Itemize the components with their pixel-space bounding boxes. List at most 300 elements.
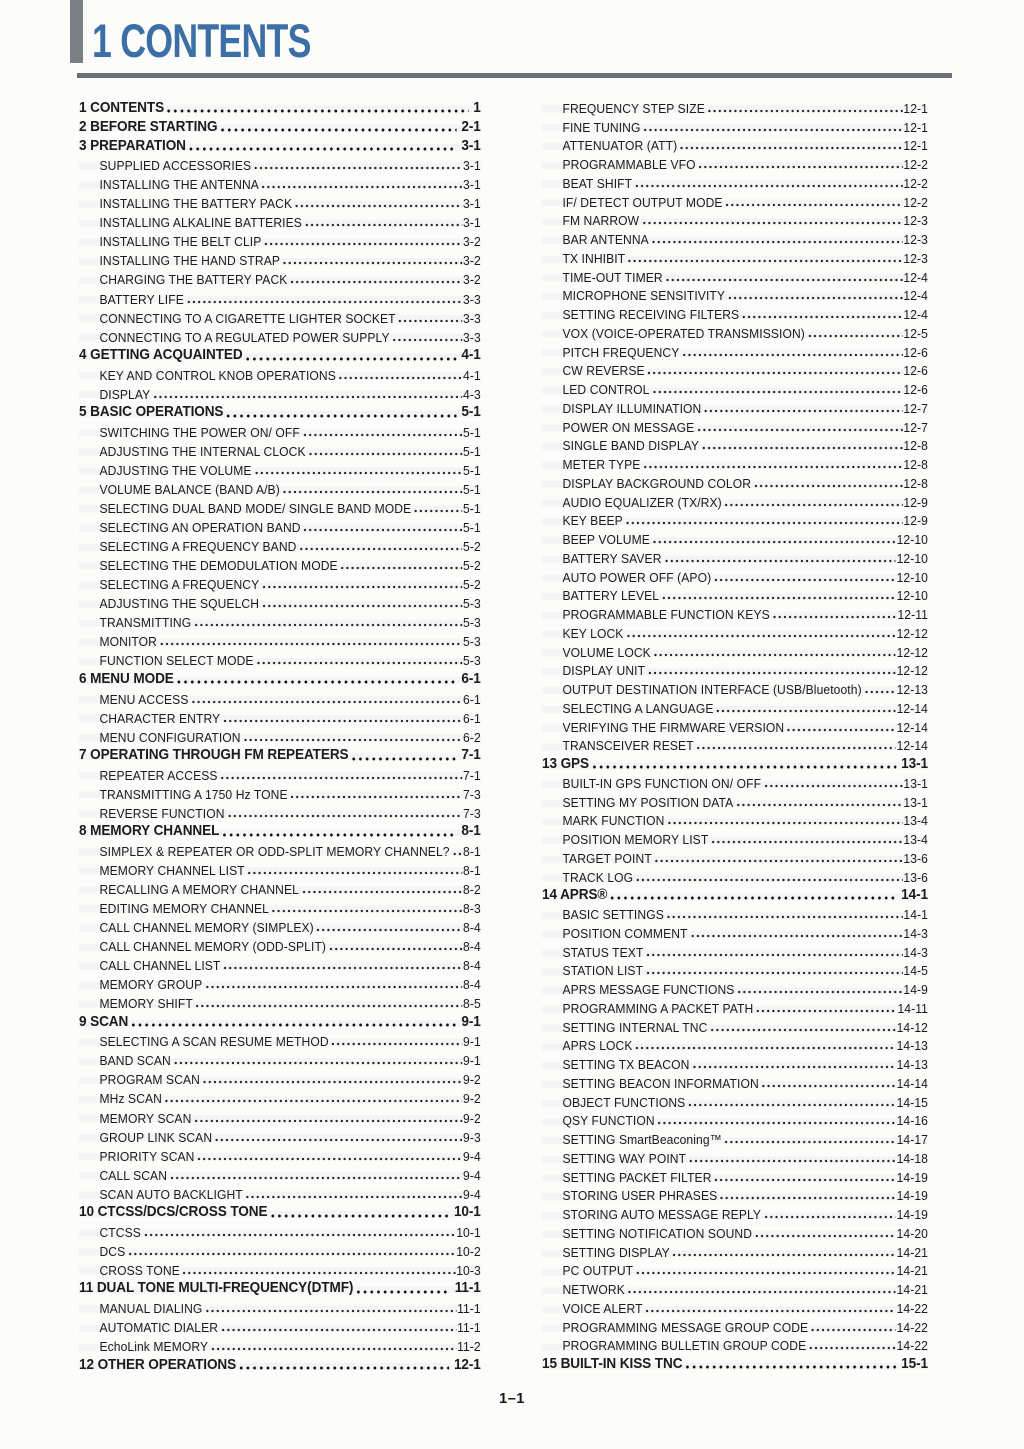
toc-entry-label: TRACK LOG bbox=[562, 869, 634, 885]
toc-row bbox=[542, 978, 928, 997]
dot-leader bbox=[452, 851, 462, 857]
toc-entry-page: 14-13 bbox=[896, 1038, 928, 1054]
toc-row bbox=[542, 1110, 928, 1129]
toc-entry-page: 14-19 bbox=[896, 1169, 928, 1185]
toc-entry-page: 5-1 bbox=[463, 501, 481, 517]
toc-row bbox=[79, 345, 481, 364]
toc-row bbox=[542, 1147, 928, 1166]
toc-row bbox=[542, 228, 928, 247]
dot-leader bbox=[762, 1083, 896, 1089]
toc-entry-label: 12 OTHER OPERATIONS bbox=[79, 1356, 237, 1373]
toc-entry-label: CONNECTING TO A CIGARETTE LIGHTER SOCKET bbox=[99, 310, 396, 326]
toc-entry-label: CHARGING THE BATTERY PACK bbox=[99, 272, 288, 288]
toc-entry-label: BATTERY LEVEL bbox=[562, 588, 660, 604]
dot-leader bbox=[351, 756, 456, 762]
dot-leader bbox=[160, 641, 462, 647]
toc-entry-page: 12-1 bbox=[903, 119, 928, 135]
dot-leader bbox=[144, 1232, 456, 1238]
dot-leader bbox=[262, 584, 462, 590]
toc-entry-page: 14-14 bbox=[896, 1075, 928, 1091]
dot-leader bbox=[808, 333, 903, 339]
toc-column-left bbox=[79, 97, 481, 1373]
toc-row bbox=[542, 322, 928, 341]
dot-leader bbox=[646, 952, 902, 958]
toc-entry-page: 14-11 bbox=[897, 1000, 928, 1016]
dot-leader bbox=[690, 933, 902, 939]
dot-leader bbox=[764, 783, 903, 789]
toc-entry-label: CROSS TONE bbox=[99, 1262, 180, 1278]
toc-entry-label: KEY AND CONTROL KNOB OPERATIONS bbox=[99, 367, 336, 383]
dot-leader bbox=[646, 970, 903, 976]
toc-entry-label: SIMPLEX & REPEATER OR ODD-SPLIT MEMORY CHANNEL? bbox=[99, 843, 450, 859]
toc-row bbox=[79, 364, 481, 383]
toc-entry-label: 9 SCAN bbox=[79, 1013, 129, 1030]
dot-leader bbox=[689, 1158, 896, 1164]
toc-entry-label: 11 DUAL TONE MULTI-FREQUENCY(DTMF) bbox=[79, 1280, 354, 1297]
toc-entry-label: CALL CHANNEL MEMORY (SIMPLEX) bbox=[99, 920, 314, 936]
dot-leader bbox=[628, 258, 902, 264]
toc-entry-page: 14-22 bbox=[896, 1319, 928, 1335]
dot-leader bbox=[742, 314, 902, 320]
dot-leader bbox=[205, 1308, 456, 1314]
dot-leader bbox=[295, 203, 462, 209]
toc-row bbox=[79, 249, 481, 268]
toc-entry-label: SUPPLIED ACCESSORIES bbox=[99, 158, 252, 174]
toc-row bbox=[79, 707, 481, 726]
toc-entry-label: SETTING WAY POINT bbox=[562, 1150, 687, 1166]
toc-entry-page: 5-2 bbox=[463, 577, 481, 593]
toc-entry-page: 9-1 bbox=[463, 1053, 481, 1069]
toc-row bbox=[79, 516, 481, 535]
toc-row bbox=[542, 491, 928, 510]
toc-entry-page: 14-1 bbox=[901, 886, 928, 903]
dot-leader bbox=[648, 670, 896, 676]
toc-entry-label: SELECTING THE DEMODULATION MODE bbox=[99, 558, 338, 574]
toc-row bbox=[542, 941, 928, 960]
toc-row bbox=[79, 307, 481, 326]
toc-entry-label: KEY BEEP bbox=[562, 513, 623, 529]
toc-entry-label: TX INHIBIT bbox=[562, 250, 626, 266]
toc-entry-page: 3-3 bbox=[463, 310, 481, 326]
toc-row bbox=[79, 1259, 481, 1278]
toc-entry-label: MHz SCAN bbox=[99, 1091, 163, 1107]
toc-entry-label: BEAT SHIFT bbox=[562, 175, 633, 191]
toc-row bbox=[79, 1087, 481, 1106]
toc-entry-page: 9-2 bbox=[463, 1091, 481, 1107]
toc-entry-page: 3-3 bbox=[463, 291, 481, 307]
toc-entry-label: SETTING BEACON INFORMATION bbox=[562, 1075, 759, 1091]
toc-entry-page: 11-2 bbox=[457, 1339, 481, 1355]
toc-entry-page: 8-5 bbox=[463, 996, 481, 1012]
toc-row bbox=[542, 135, 928, 154]
dot-leader bbox=[809, 1345, 896, 1351]
toc-entry-page: 14-22 bbox=[896, 1300, 928, 1316]
dot-leader bbox=[708, 108, 903, 114]
toc-entry-page: 3-2 bbox=[463, 234, 481, 250]
toc-entry-page: 12-3 bbox=[903, 213, 928, 229]
toc-entry-label: AUTOMATIC DIALER bbox=[99, 1320, 219, 1336]
toc-entry-label: APRS MESSAGE FUNCTIONS bbox=[562, 982, 735, 997]
dot-leader bbox=[256, 660, 462, 666]
dot-leader bbox=[652, 239, 903, 245]
dot-leader bbox=[254, 165, 462, 171]
dot-leader bbox=[227, 813, 462, 819]
toc-entry-label: MEMORY SCAN bbox=[99, 1110, 192, 1126]
dot-leader bbox=[653, 539, 896, 545]
toc-entry-page: 14-18 bbox=[896, 1150, 928, 1166]
dot-leader bbox=[692, 1064, 895, 1070]
dot-leader bbox=[725, 1139, 896, 1145]
toc-entry-page: 5-1 bbox=[463, 424, 481, 440]
toc-row bbox=[542, 1297, 928, 1316]
toc-row bbox=[542, 153, 928, 172]
toc-entry-label: INSTALLING ALKALINE BATTERIES bbox=[99, 215, 302, 231]
toc-entry-label: VOLUME BALANCE (BAND A/B) bbox=[99, 481, 280, 497]
toc-entry-page: 5-1 bbox=[463, 443, 481, 459]
toc-entry-page: 5-3 bbox=[463, 653, 481, 669]
toc-entry-page: 12-4 bbox=[903, 307, 928, 322]
toc-row bbox=[79, 859, 481, 878]
toc-entry-page: 12-6 bbox=[903, 382, 928, 397]
toc-row bbox=[542, 772, 928, 791]
toc-entry-page: 12-10 bbox=[896, 532, 928, 547]
dot-leader bbox=[673, 1252, 896, 1258]
toc-row bbox=[79, 840, 481, 859]
toc-row bbox=[79, 116, 481, 135]
toc-row bbox=[542, 472, 928, 491]
dot-leader bbox=[331, 1041, 462, 1047]
toc-entry-label: POSITION MEMORY LIST bbox=[562, 832, 709, 847]
toc-entry-page: 2-1 bbox=[461, 118, 481, 135]
toc-entry-page: 13-4 bbox=[903, 832, 928, 847]
toc-entry-page: 12-2 bbox=[903, 175, 928, 191]
toc-row bbox=[542, 116, 928, 135]
toc-entry-page: 13-1 bbox=[903, 794, 928, 810]
dot-leader bbox=[153, 394, 462, 400]
toc-entry-page: 4-1 bbox=[463, 367, 481, 383]
toc-entry-label: PITCH FREQUENCY bbox=[562, 344, 680, 360]
toc-entry-label: 8 MEMORY CHANNEL bbox=[79, 823, 220, 840]
dot-leader bbox=[628, 1289, 896, 1295]
dot-leader bbox=[170, 1175, 462, 1181]
toc-entry-label: TARGET POINT bbox=[562, 850, 652, 866]
toc-entry-label: FREQUENCY STEP SIZE bbox=[562, 100, 705, 116]
toc-entry-label: STATUS TEXT bbox=[562, 944, 644, 960]
toc-row bbox=[79, 326, 481, 345]
toc-row bbox=[79, 383, 481, 402]
toc-entry-page: 11-1 bbox=[454, 1280, 481, 1297]
toc-entry-label: EDITING MEMORY CHANNEL bbox=[99, 901, 270, 917]
dot-leader bbox=[728, 295, 903, 301]
toc-row bbox=[542, 922, 928, 941]
toc-entry-label: ADJUSTING THE SQUELCH bbox=[99, 596, 260, 612]
dot-leader bbox=[191, 699, 462, 705]
toc-entry-page: 12-12 bbox=[896, 644, 928, 660]
toc-row bbox=[79, 230, 481, 249]
toc-entry-label: TRANSCEIVER RESET bbox=[562, 738, 694, 754]
toc-row bbox=[79, 897, 481, 916]
toc-entry-label: BAR ANTENNA bbox=[562, 232, 649, 247]
toc-entry-page: 12-14 bbox=[896, 700, 928, 716]
toc-entry-page: 3-2 bbox=[463, 272, 481, 288]
dot-leader bbox=[592, 764, 897, 770]
toc-entry-label: 5 BASIC OPERATIONS bbox=[79, 404, 224, 421]
toc-entry-page: 10-1 bbox=[456, 1224, 481, 1240]
toc-entry-label: REVERSE FUNCTION bbox=[99, 805, 225, 821]
toc-row bbox=[542, 622, 928, 641]
toc-entry-label: AUDIO EQUALIZER (TX/RX) bbox=[562, 494, 722, 510]
toc-entry-label: SETTING PACKET FILTER bbox=[562, 1169, 712, 1185]
toc-entry-label: PC OUTPUT bbox=[562, 1263, 634, 1279]
toc-row bbox=[542, 791, 928, 810]
toc-entry-label: 15 BUILT-IN KISS TNC bbox=[542, 1355, 683, 1372]
toc-entry-page: 12-11 bbox=[897, 607, 928, 622]
toc-entry-page: 5-3 bbox=[463, 596, 481, 612]
toc-entry-page: 14-19 bbox=[896, 1188, 928, 1204]
toc-entry-label: BASIC SETTINGS bbox=[562, 907, 664, 922]
toc-column-right bbox=[542, 97, 928, 1372]
dot-leader bbox=[270, 1213, 449, 1219]
toc-row bbox=[542, 1053, 928, 1072]
toc-entry-label: STORING USER PHRASES bbox=[562, 1188, 718, 1204]
toc-row bbox=[79, 726, 481, 745]
toc-row bbox=[79, 554, 481, 573]
toc-entry-label: CONNECTING TO A REGULATED POWER SUPPLY bbox=[99, 329, 390, 345]
toc-row bbox=[542, 528, 928, 547]
dot-leader bbox=[414, 508, 462, 514]
toc-entry-page: 14-16 bbox=[896, 1113, 928, 1129]
toc-row bbox=[542, 285, 928, 304]
toc-entry-label: INSTALLING THE BATTERY PACK bbox=[99, 196, 293, 212]
dot-leader bbox=[682, 352, 902, 358]
toc-entry-page: 5-2 bbox=[463, 558, 481, 574]
dot-leader bbox=[725, 502, 903, 508]
toc-entry-label: SETTING NOTIFICATION SOUND bbox=[562, 1225, 753, 1241]
toc-row bbox=[79, 573, 481, 592]
toc-entry-page: 14-21 bbox=[896, 1282, 928, 1297]
toc-row bbox=[79, 1316, 481, 1335]
toc-entry-label: SCAN AUTO BACKLIGHT bbox=[99, 1186, 243, 1202]
toc-entry-label: SELECTING A FREQUENCY BAND bbox=[99, 539, 297, 555]
dot-leader bbox=[194, 1118, 462, 1124]
dot-leader bbox=[626, 633, 895, 639]
toc-row bbox=[542, 828, 928, 847]
toc-row bbox=[542, 1128, 928, 1147]
toc-row bbox=[542, 1166, 928, 1185]
toc-row bbox=[542, 1035, 928, 1054]
toc-entry-page: 14-1 bbox=[903, 907, 928, 922]
dot-leader bbox=[636, 877, 902, 883]
toc-entry-page: 3-2 bbox=[463, 253, 481, 269]
dot-leader bbox=[203, 1079, 462, 1085]
toc-row bbox=[79, 1106, 481, 1125]
toc-entry-page: 14-15 bbox=[896, 1094, 928, 1110]
dot-leader bbox=[642, 220, 902, 226]
dot-leader bbox=[283, 260, 462, 266]
toc-entry-label: MARK FUNCTION bbox=[562, 813, 665, 829]
toc-entry-page: 5-3 bbox=[463, 615, 481, 631]
toc-entry-page: 12-6 bbox=[903, 344, 928, 360]
toc-entry-page: 12-6 bbox=[903, 363, 928, 379]
toc-row bbox=[79, 135, 481, 154]
toc-row bbox=[542, 810, 928, 829]
dot-leader bbox=[283, 489, 462, 495]
dot-leader bbox=[643, 464, 902, 470]
dot-leader bbox=[635, 1045, 895, 1051]
toc-entry-page: 10-2 bbox=[456, 1243, 481, 1259]
toc-entry-page: 5-3 bbox=[463, 634, 481, 650]
toc-entry-label: CALL SCAN bbox=[99, 1167, 168, 1183]
toc-row bbox=[542, 641, 928, 660]
header-rule bbox=[77, 73, 952, 78]
toc-row bbox=[542, 1316, 928, 1335]
dot-leader bbox=[246, 1194, 463, 1200]
toc-row bbox=[542, 1353, 928, 1372]
dot-leader bbox=[736, 802, 902, 808]
toc-entry-label: CTCSS bbox=[99, 1224, 141, 1240]
toc-entry-label: MEMORY SHIFT bbox=[99, 996, 193, 1012]
toc-entry-page: 12-13 bbox=[896, 682, 928, 697]
page-number: 1–1 bbox=[499, 1391, 525, 1407]
dot-leader bbox=[272, 908, 462, 914]
toc-entry-page: 10-1 bbox=[453, 1204, 481, 1221]
toc-entry-label: 6 MENU MODE bbox=[79, 670, 174, 687]
toc-entry-label: SWITCHING THE POWER ON/ OFF bbox=[99, 424, 300, 440]
dot-leader bbox=[340, 565, 462, 571]
toc-entry-label: SETTING INTERNAL TNC bbox=[562, 1019, 708, 1035]
toc-row bbox=[79, 745, 481, 764]
dot-leader bbox=[664, 558, 895, 564]
toc-row bbox=[79, 192, 481, 211]
toc-entry-page: 12-14 bbox=[896, 719, 928, 735]
toc-row bbox=[79, 1221, 481, 1240]
toc-entry-page: 12-2 bbox=[903, 157, 928, 172]
toc-row bbox=[79, 1240, 481, 1259]
dot-leader bbox=[720, 1195, 896, 1201]
toc-row bbox=[542, 1072, 928, 1091]
toc-entry-page: 14-3 bbox=[903, 925, 928, 941]
toc-entry-label: SINGLE BAND DISPLAY bbox=[562, 438, 700, 454]
dot-leader bbox=[177, 679, 457, 685]
toc-entry-label: MEMORY GROUP bbox=[99, 977, 203, 993]
dot-leader bbox=[194, 622, 462, 628]
toc-row bbox=[542, 547, 928, 566]
dot-leader bbox=[197, 1156, 462, 1162]
toc-entry-label: MANUAL DIALING bbox=[99, 1301, 203, 1316]
dot-leader bbox=[811, 1327, 896, 1333]
toc-entry-label: VERIFYING THE FIRMWARE VERSION bbox=[562, 719, 785, 735]
toc-entry-label: PROGRAM SCAN bbox=[99, 1072, 201, 1088]
toc-row bbox=[542, 210, 928, 229]
toc-entry-page: 9-4 bbox=[463, 1148, 481, 1164]
toc-entry-page: 4-3 bbox=[463, 386, 481, 402]
toc-entry-label: OBJECT FUNCTIONS bbox=[562, 1094, 686, 1110]
dot-leader bbox=[764, 1214, 896, 1220]
toc-entry-page: 4-1 bbox=[461, 347, 481, 364]
toc-row bbox=[542, 453, 928, 472]
toc-entry-page: 6-1 bbox=[461, 670, 481, 687]
toc-entry-label: DISPLAY bbox=[99, 386, 151, 402]
toc-entry-label: FUNCTION SELECT MODE bbox=[99, 653, 254, 669]
toc-entry-label: MEMORY CHANNEL LIST bbox=[99, 862, 245, 878]
toc-row bbox=[79, 687, 481, 706]
toc-entry-label: LED CONTROL bbox=[562, 382, 650, 397]
toc-row bbox=[79, 878, 481, 897]
toc-entry-page: 12-9 bbox=[903, 494, 928, 510]
toc-entry-label: SELECTING A LANGUAGE bbox=[562, 700, 714, 716]
dot-leader bbox=[652, 389, 902, 395]
toc-entry-page: 14-21 bbox=[896, 1263, 928, 1279]
toc-row bbox=[79, 783, 481, 802]
toc-entry-label: BAND SCAN bbox=[99, 1053, 171, 1069]
toc-row bbox=[542, 510, 928, 529]
dot-leader bbox=[755, 1233, 896, 1239]
toc-row bbox=[79, 630, 481, 649]
toc-row bbox=[79, 1335, 481, 1354]
dot-leader bbox=[223, 718, 462, 724]
toc-row bbox=[79, 1011, 481, 1030]
toc-entry-page: 12-7 bbox=[903, 419, 928, 435]
toc-entry-label: AUTO POWER OFF (APO) bbox=[562, 569, 712, 585]
toc-row bbox=[79, 821, 481, 840]
dot-leader bbox=[626, 520, 903, 526]
toc-entry-page: 12-10 bbox=[896, 588, 928, 604]
dot-leader bbox=[187, 299, 462, 305]
toc-entry-label: DISPLAY BACKGROUND COLOR bbox=[562, 475, 752, 491]
toc-entry-label: DCS bbox=[99, 1243, 126, 1259]
toc-entry-label: DISPLAY ILLUMINATION bbox=[562, 400, 702, 416]
toc-entry-page: 12-12 bbox=[896, 663, 928, 679]
dot-leader bbox=[290, 279, 462, 285]
toc-row bbox=[79, 611, 481, 630]
dot-leader bbox=[635, 183, 903, 189]
toc-entry-label: MENU ACCESS bbox=[99, 691, 189, 707]
toc-row bbox=[542, 397, 928, 416]
toc-entry-label: PRIORITY SCAN bbox=[99, 1148, 195, 1164]
toc-row bbox=[542, 1278, 928, 1297]
toc-entry-label: BEEP VOLUME bbox=[562, 532, 650, 547]
toc-row bbox=[79, 497, 481, 516]
toc-row bbox=[542, 847, 928, 866]
toc-row bbox=[542, 266, 928, 285]
dot-leader bbox=[339, 375, 462, 381]
toc-row bbox=[542, 1185, 928, 1204]
toc-entry-page: 15-1 bbox=[901, 1355, 928, 1372]
dot-leader bbox=[131, 1022, 457, 1028]
toc-row bbox=[79, 173, 481, 192]
toc-row bbox=[542, 735, 928, 754]
toc-row bbox=[542, 416, 928, 435]
toc-row bbox=[79, 1068, 481, 1087]
dot-leader bbox=[264, 241, 462, 247]
toc-entry-page: 14-13 bbox=[896, 1057, 928, 1072]
dot-leader bbox=[189, 146, 457, 152]
toc-row bbox=[79, 478, 481, 497]
toc-entry-page: 8-1 bbox=[463, 843, 481, 859]
toc-row bbox=[79, 1126, 481, 1145]
dot-leader bbox=[248, 870, 463, 876]
toc-entry-page: 6-1 bbox=[463, 691, 481, 707]
dot-leader bbox=[222, 832, 457, 838]
dot-leader bbox=[221, 1327, 456, 1333]
toc-entry-page: 9-1 bbox=[461, 1013, 481, 1030]
toc-row bbox=[542, 172, 928, 191]
toc-entry-page: 8-4 bbox=[463, 920, 481, 936]
toc-entry-label: TRANSMITTING bbox=[99, 615, 192, 631]
toc-entry-page: 13-4 bbox=[903, 813, 928, 829]
toc-row bbox=[79, 935, 481, 954]
chapter-accent-bar bbox=[70, 0, 83, 63]
